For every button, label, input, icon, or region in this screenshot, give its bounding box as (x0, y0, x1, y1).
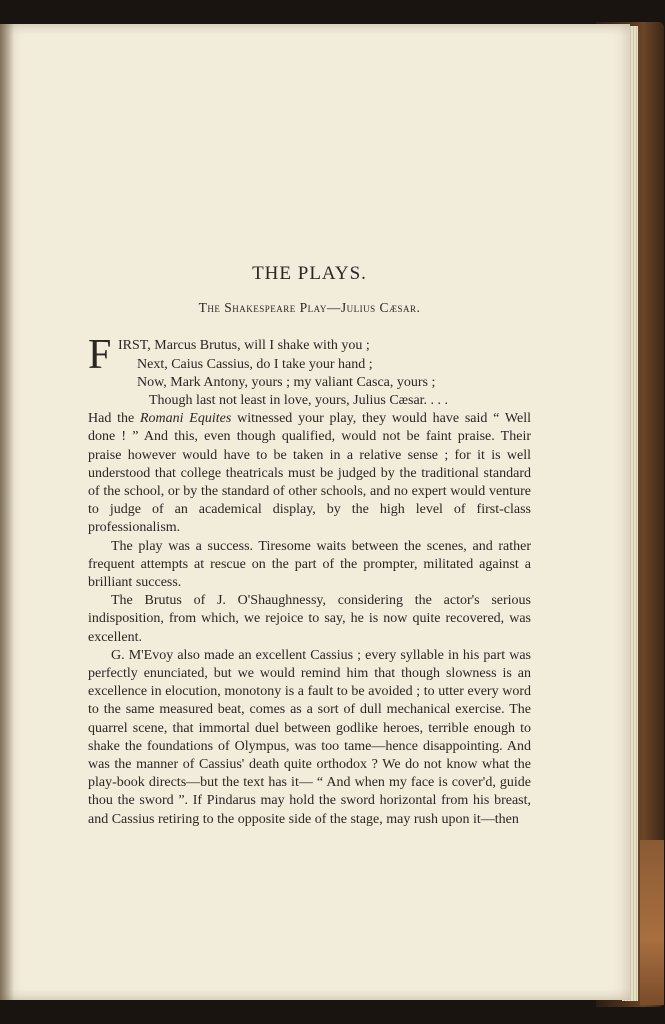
spine-shadow (0, 24, 14, 1000)
paragraph-1-italic: Romani Equites (139, 411, 232, 427)
opening-verse (88, 332, 531, 410)
verse-line: Now, Mark Antony, yours ; my valiant Casca, yours ; (137, 374, 436, 390)
page-subtitle: The Shakespeare Play—Julius Cæsar. (198, 300, 421, 316)
page-text (88, 265, 531, 829)
verse-line: Though last not least in love, yours, Julius Cæsar. . . . (149, 393, 449, 409)
paragraph-1-start: Had the (88, 411, 140, 427)
paragraph-4: G. M'Evoy also made an excellent Cassius ; every syllable in his part was perfectly enunciated, but we would remind him that though slowness is an excellence in elocution, monotony is a fault to be avoided ; to utter every word to the same measured beat, comes as a sort of dull mechanical exercise. The quarrel scene, that immortal duel between godlike heroes, terrible enough to shake the foundations of Olympus, was too tame—hence disappointing. And was the manner of Cassius' death quite orthodox ? We do not know what the play-book directs—but the text has it— “ And when my face is cover'd, guide thou the sword ”. If Pindarus may hold the sword horizontal from his breast, and Cassius retiring to the opposite side of the stage, may rush upon it—then (88, 647, 531, 827)
cover-worn-corner (640, 840, 664, 1005)
verse-line: Next, Caius Cassius, do I take your hand ; (137, 356, 373, 372)
drop-cap: F (88, 332, 112, 379)
paragraph-2: The play was a success. Tiresome waits between the scenes, and rather frequent attempts at rescue on the part of the prompter, militated against a brilliant success. (88, 538, 531, 591)
verse-line: IRST, Marcus Brutus, will I shake with you ; (118, 338, 370, 354)
paragraph-3: The Brutus of J. O'Shaughnessy, considering the actor's serious indisposition, from which, we rejoice to say, he is now quite recovered, was excellent. (88, 593, 531, 645)
page-title: THE PLAYS. (252, 263, 367, 284)
paragraph-1-rest: witnessed your play, they would have said “ Well done ! ” And this, even though qualified, would not be faint praise. Their praise however would have to be taken in a relative sense ; for it is well understood that college theatricals must be judged by the traditional standard of the school, or by the standard of other schools, and no expert would venture to judge of an academical display, by the high level of first-class professionalism. (88, 411, 531, 536)
paragraph-1 (88, 410, 531, 537)
verse-lines (88, 332, 531, 410)
